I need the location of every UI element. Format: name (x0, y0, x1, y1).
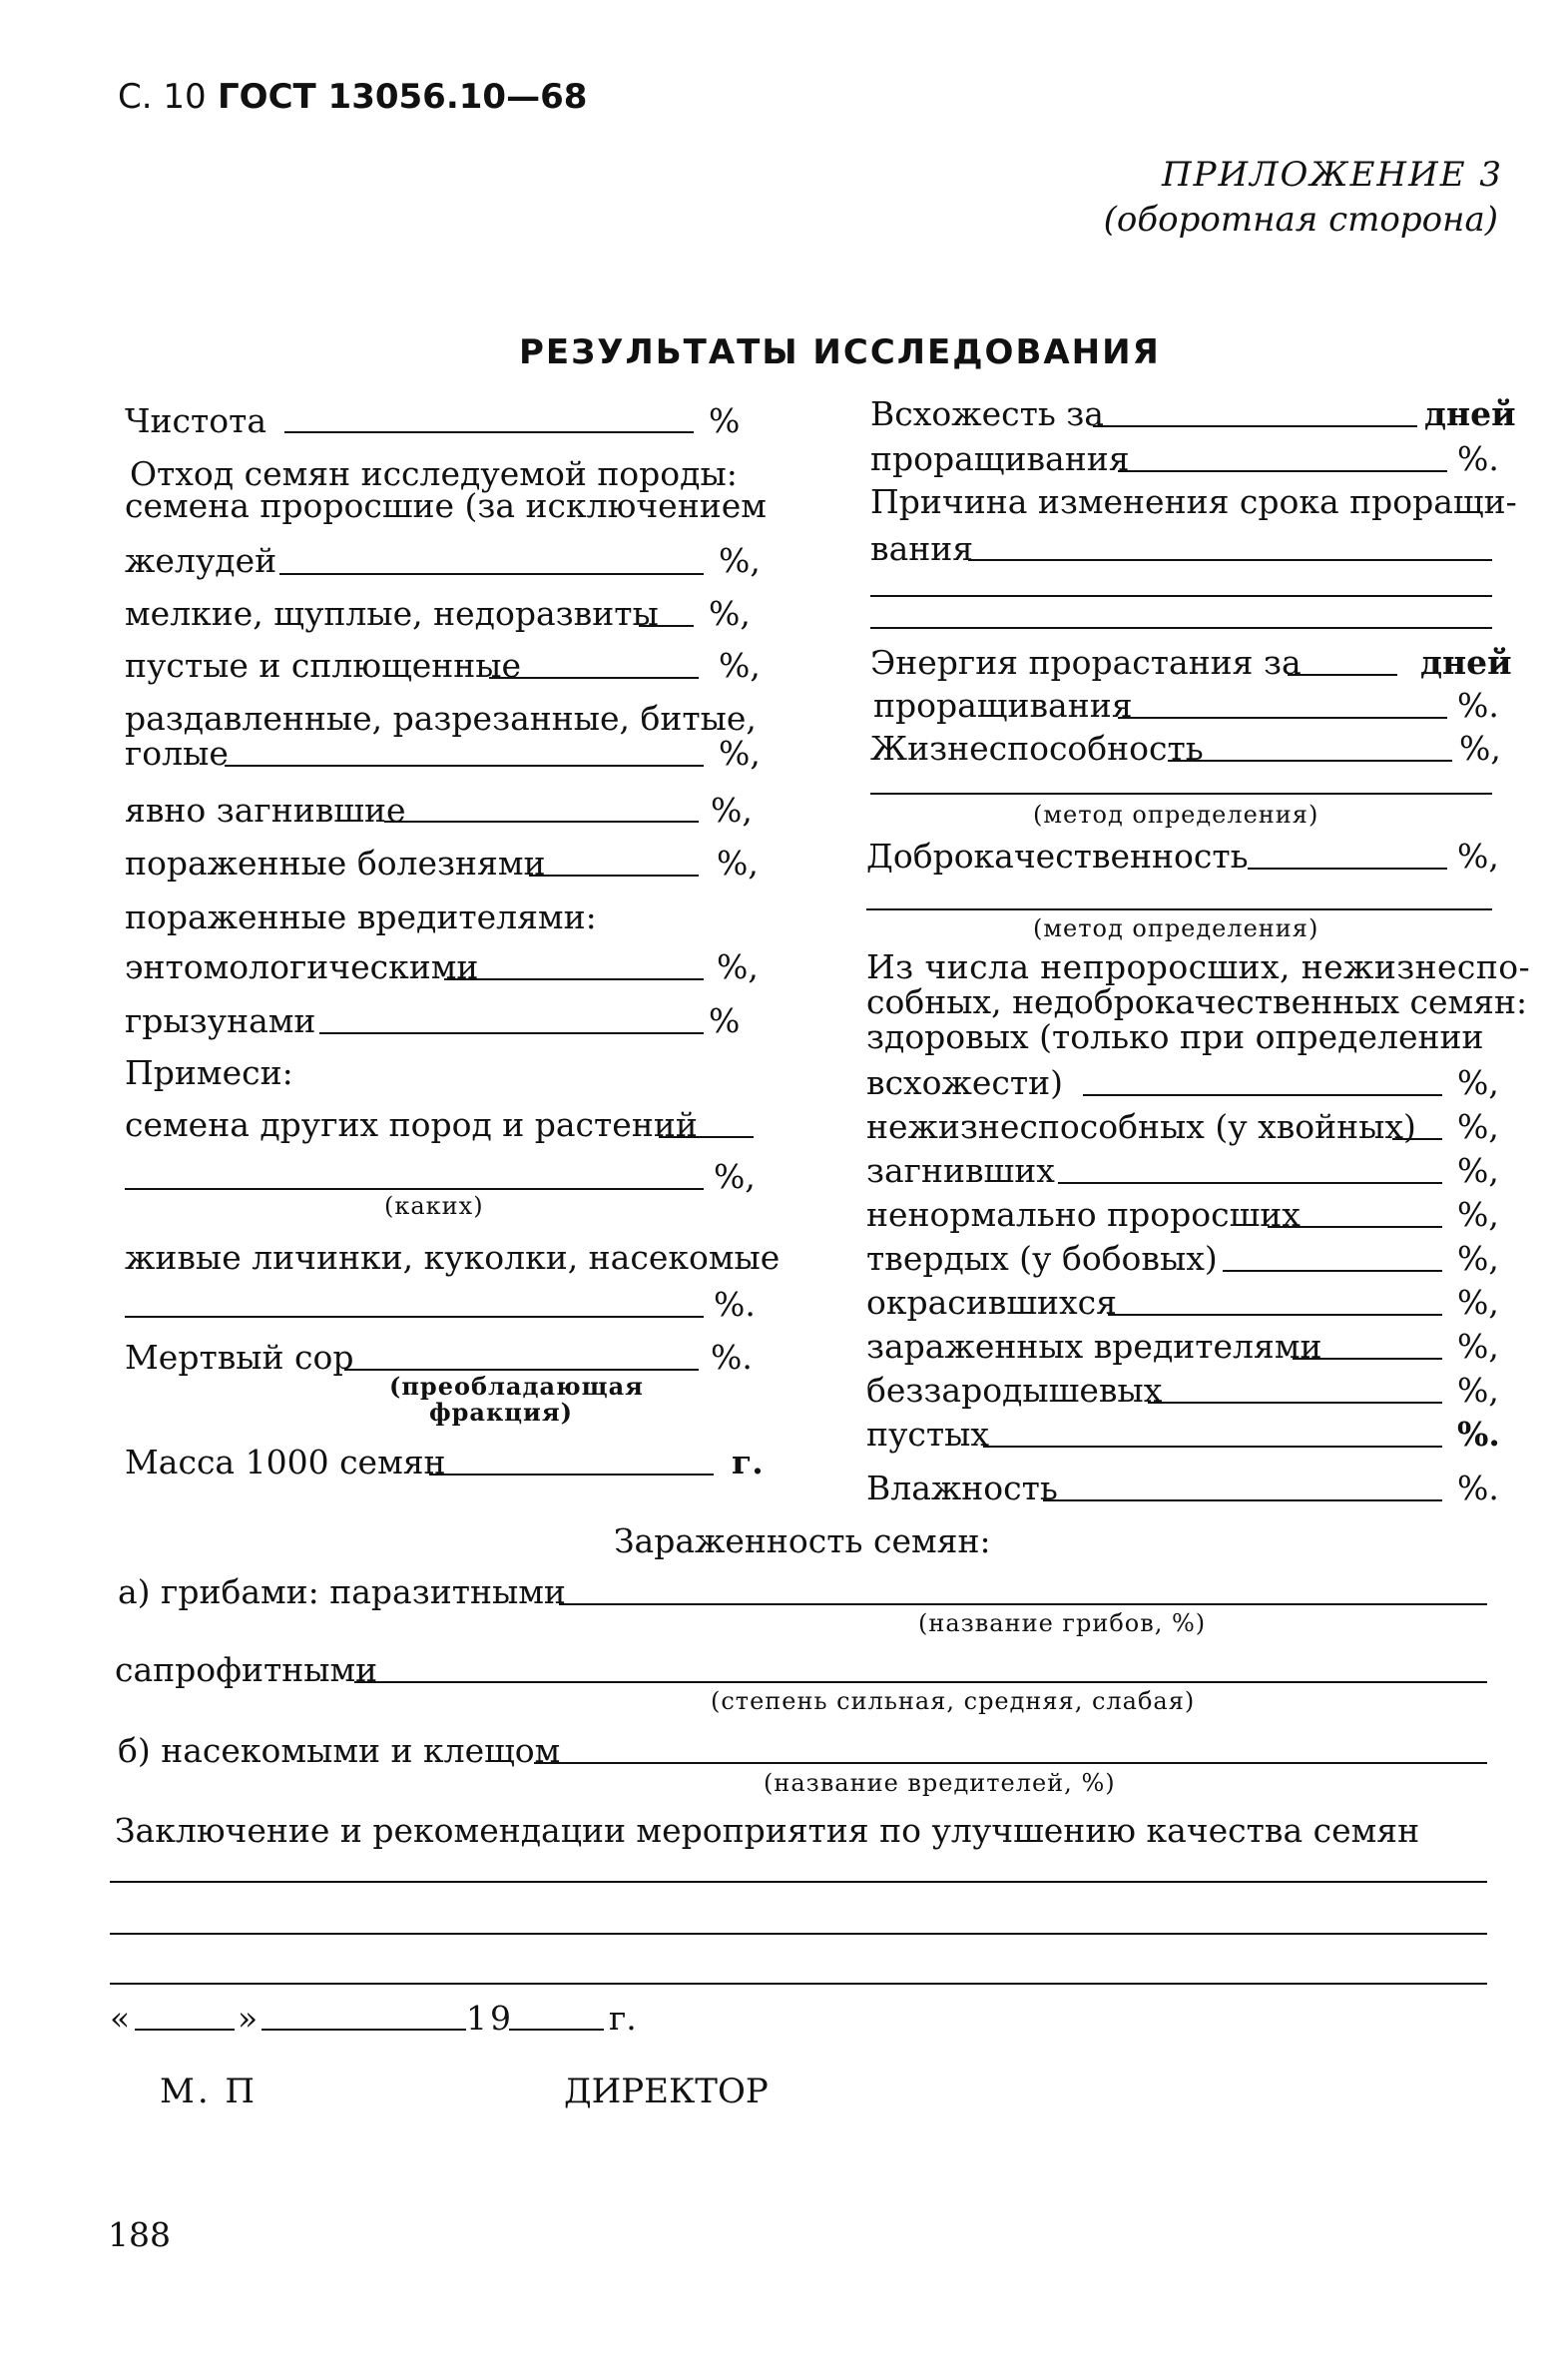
live-insects-label: живые личинки, куколки, насекомые (125, 1238, 781, 1277)
abnormal-label: ненормально проросших (866, 1195, 1301, 1234)
reason-label-1: Причина изменения срока проращи- (870, 482, 1517, 521)
among-line-2: собных, недоброкачественных семян: (866, 982, 1528, 1021)
rotten-right-unit: %, (1457, 1151, 1499, 1190)
diseased-field[interactable] (529, 875, 699, 877)
pests-note: (название вредителей, %) (764, 1769, 1116, 1797)
conclusion-field-1[interactable] (110, 1881, 1487, 1883)
rodents-field[interactable] (319, 1032, 704, 1034)
fraction-note-2: фракция) (429, 1398, 573, 1427)
date-month-field[interactable] (261, 2029, 466, 2031)
empty-right-label: пустых (866, 1415, 990, 1454)
page-ref-standard: ГОСТ 13056.10—68 (218, 77, 588, 117)
embryoless-label: беззародышевых (866, 1371, 1163, 1410)
reason-field-2[interactable] (870, 595, 1492, 597)
purity-field[interactable] (284, 431, 694, 433)
rotten-right-label: загнивших (866, 1151, 1055, 1190)
conclusion-field-3[interactable] (110, 1983, 1487, 1985)
quality-field[interactable] (1248, 868, 1447, 870)
nonviable-field[interactable] (1392, 1138, 1442, 1140)
viability-label: Жизнеспособность (870, 729, 1204, 768)
other-seeds-field-2[interactable] (125, 1188, 704, 1190)
embryoless-unit: %, (1457, 1371, 1499, 1410)
quality-unit: %, (1457, 837, 1499, 876)
saprophytic-field[interactable] (354, 1681, 1487, 1683)
diseased-label: пораженные болезнями (125, 844, 546, 883)
empty-right-unit: %. (1457, 1415, 1500, 1454)
entomological-field[interactable] (444, 978, 704, 980)
hard-field[interactable] (1223, 1270, 1442, 1272)
viability-method-note: (метод определения) (1033, 801, 1319, 829)
which-note: (каких) (384, 1192, 484, 1220)
live-insects-field[interactable] (125, 1316, 704, 1318)
dead-litter-unit: %. (711, 1338, 753, 1377)
rotten-right-field[interactable] (1058, 1182, 1442, 1184)
page-title: РЕЗУЛЬТАТЫ ИССЛЕДОВАНИЯ (519, 332, 1161, 372)
empty-flat-field[interactable] (489, 677, 699, 679)
germination-days-unit: дней (1424, 394, 1516, 433)
viability-method-field[interactable] (870, 793, 1492, 795)
date-open-quote: « (110, 1999, 131, 2038)
crushed-label-1: раздавленные, разрезанные, битые, (125, 699, 757, 738)
small-seeds-label: мелкие, щуплые, недоразвиты (125, 594, 659, 633)
rodents-unit: % (709, 1001, 741, 1040)
other-seeds-label: семена других пород и растений (125, 1105, 698, 1144)
infection-header: Зараженность семян: (614, 1521, 991, 1560)
rotten-unit: %, (711, 791, 753, 830)
crushed-unit: %, (719, 734, 761, 773)
germination-days-field[interactable] (1093, 425, 1417, 427)
reason-label-2: вания (870, 529, 974, 568)
quality-method-field[interactable] (866, 908, 1492, 910)
crushed-label-2: голые (125, 734, 229, 773)
infested-label: зараженных вредителями (866, 1327, 1322, 1366)
nonviable-label: нежизнеспособных (у хвойных) (866, 1107, 1416, 1146)
degree-note: (степень сильная, средняя, слабая) (711, 1687, 1196, 1715)
energy-label: Энергия прорастания за (870, 643, 1302, 682)
energy-label-2: проращивания (873, 686, 1133, 725)
energy-unit: %. (1457, 686, 1499, 725)
page-ref-prefix: С. 10 (118, 77, 207, 117)
small-seeds-unit: %, (709, 594, 751, 633)
other-seeds-field-1[interactable] (659, 1136, 754, 1138)
reason-field-1[interactable] (968, 559, 1492, 561)
conclusion-field-2[interactable] (110, 1933, 1487, 1935)
other-seeds-unit: %, (714, 1157, 756, 1196)
date-century: 19 (466, 1999, 514, 2038)
date-year-abbr: г. (609, 1999, 637, 2038)
diseased-unit: %, (717, 844, 759, 883)
colored-label: окрасившихся (866, 1283, 1117, 1322)
empty-flat-unit: %, (719, 646, 761, 685)
waste-header: Отход семян исследуемой породы: (130, 454, 738, 493)
saprophytic-label: сапрофитными (115, 1650, 378, 1689)
sprouted-unit: %, (719, 541, 761, 580)
abnormal-field[interactable] (1268, 1226, 1442, 1228)
energy-field[interactable] (1118, 717, 1447, 719)
colored-unit: %, (1457, 1283, 1499, 1322)
rodents-label: грызунами (125, 1001, 316, 1040)
quality-label: Доброкачественность (866, 837, 1249, 876)
infested-unit: %, (1457, 1327, 1499, 1366)
mass-field[interactable] (429, 1474, 714, 1476)
sprouted-label-1: семена проросшие (за исключением (125, 486, 767, 525)
moisture-unit: %. (1457, 1469, 1499, 1507)
insects-label: б) насекомыми и клещом (118, 1731, 561, 1770)
fraction-note-1: (преобладающая (389, 1372, 644, 1401)
sprouted-field[interactable] (279, 573, 704, 575)
appendix-note: (оборотная сторона) (1103, 200, 1498, 240)
fungi-label: а) грибами: паразитными (118, 1572, 566, 1611)
empty-flat-label: пустые и сплющенные (125, 646, 522, 685)
energy-days-unit: дней (1420, 643, 1512, 682)
crushed-field[interactable] (225, 765, 704, 767)
impurities-header: Примеси: (125, 1053, 293, 1092)
date-day-field[interactable] (135, 2029, 235, 2031)
germination-field[interactable] (1118, 470, 1447, 472)
appendix-label: ПРИЛОЖЕНИЕ 3 (1161, 155, 1503, 195)
quality-method-note: (метод определения) (1033, 914, 1319, 942)
abnormal-unit: %, (1457, 1195, 1499, 1234)
director-label: ДИРЕКТОР (564, 2072, 769, 2111)
embryoless-field[interactable] (1148, 1402, 1442, 1404)
entomological-label: энтомологическими (125, 947, 479, 986)
dead-litter-field[interactable] (344, 1369, 699, 1371)
fungi-note: (название грибов, %) (918, 1609, 1207, 1637)
germination-label-2: проращивания (870, 439, 1130, 478)
colored-field[interactable] (1108, 1314, 1442, 1316)
entomological-unit: %, (717, 947, 759, 986)
nonviable-unit: %, (1457, 1107, 1499, 1146)
dead-litter-label: Мертвый сор (125, 1338, 354, 1377)
purity-label: Чистота (125, 401, 267, 440)
date-close-quote: » (238, 1999, 259, 2038)
rotten-label: явно загнившие (125, 791, 406, 830)
insects-field[interactable] (534, 1762, 1487, 1764)
moisture-field[interactable] (1043, 1499, 1442, 1501)
mass-unit: г. (732, 1443, 764, 1481)
infested-field[interactable] (1293, 1358, 1442, 1360)
purity-unit: % (709, 401, 741, 440)
conclusion-label: Заключение и рекомендации мероприятия по улучшению качества семян (115, 1811, 1420, 1850)
fungi-field[interactable] (559, 1603, 1487, 1605)
date-year-field[interactable] (509, 2029, 604, 2031)
energy-days-field[interactable] (1288, 674, 1397, 676)
among-line-3: здоровых (только при определении (866, 1017, 1484, 1056)
empty-right-field[interactable] (983, 1446, 1442, 1448)
live-insects-unit: %. (714, 1285, 756, 1324)
germination-unit: %. (1457, 439, 1499, 478)
viability-field[interactable] (1168, 760, 1452, 762)
moisture-label: Влажность (866, 1469, 1058, 1507)
sprouted-label-2: желудей (125, 541, 277, 580)
page-number: 188 (108, 2215, 171, 2254)
healthy-field[interactable] (1083, 1094, 1442, 1096)
hard-label: твердых (у бобовых) (866, 1239, 1218, 1278)
healthy-unit: %, (1457, 1063, 1499, 1102)
viability-unit: %, (1459, 729, 1501, 768)
reason-field-3[interactable] (870, 627, 1492, 629)
healthy-label: всхожести) (866, 1063, 1064, 1102)
hard-unit: %, (1457, 1239, 1499, 1278)
stamp-label: М. П (160, 2072, 259, 2111)
small-seeds-field[interactable] (639, 625, 694, 627)
mass-label: Масса 1000 семян (125, 1443, 446, 1481)
pests-header: пораженные вредителями: (125, 897, 597, 936)
rotten-field[interactable] (384, 821, 699, 823)
germination-label: Всхожесть за (870, 394, 1104, 433)
among-line-1: Из числа непроросших, нежизнеспо- (866, 947, 1531, 986)
